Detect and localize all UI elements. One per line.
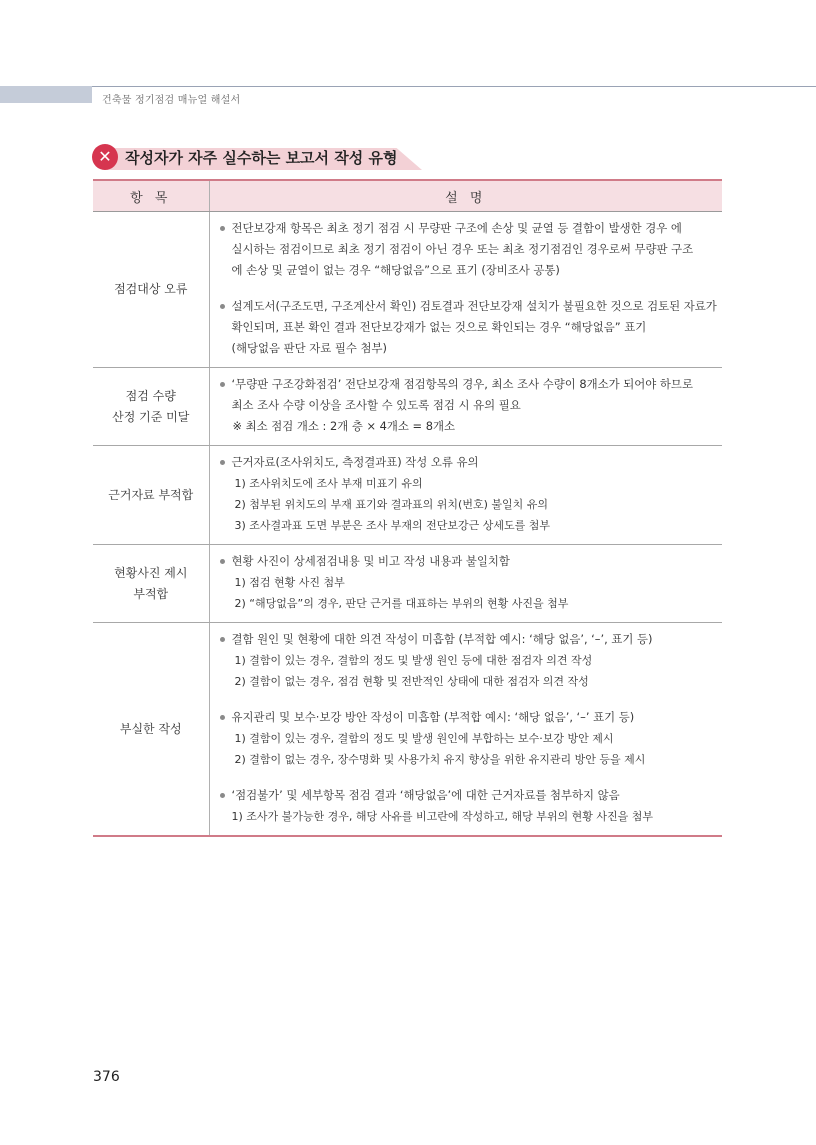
item-label: 현황사진 제시: [114, 565, 188, 580]
item-cell: [93, 212, 209, 368]
close-x-icon: ✕: [92, 144, 118, 170]
description-line: 3) 조사결과표 도면 부분은 조사 부재의 전단보강근 상세도를 첨부: [234, 519, 551, 532]
description-line: (해당없음 판단 자료 필수 첨부): [231, 341, 387, 355]
column-header-item: 항 목: [93, 180, 209, 212]
bullet-item: 결함 원인 및 현황에 대한 의견 작성이 미흡함 (부적합 예시: ‘해당 없음’, ‘–’, 표기 등): [218, 629, 719, 650]
description-cell: [209, 545, 722, 623]
table-row: [93, 368, 722, 446]
description-line: 실시하는 점검이므로 최초 정기 점검이 아닌 경우 또는 최초 정기점검인 경우로써 무량판 구조: [231, 242, 694, 256]
table-row: [93, 212, 722, 368]
bullet-item: 근거자료(조사위치도, 측정결과표) 작성 오류 유의: [218, 452, 719, 473]
item-cell: [93, 623, 209, 837]
bullet-item: 전단보강재 항목은 최초 정기 점검 시 무량판 구조에 손상 및 균열 등 결함이 발생한 경우 에: [218, 218, 719, 239]
description-line: 2) 결함이 없는 경우, 점검 현황 및 전반적인 상태에 대한 점검자 의견 작성: [234, 675, 589, 688]
table-row: [93, 545, 722, 623]
bullet-item: 현황 사진이 상세점검내용 및 비고 작성 내용과 불일치함: [218, 551, 719, 572]
table-body: [93, 212, 722, 837]
description-line: 최소 조사 수량 이상을 조사할 수 있도록 점검 시 유의 필요: [231, 398, 521, 412]
description-cell: [209, 368, 722, 446]
bullet-item: 설계도서(구조도면, 구조계산서 확인) 검토결과 전단보강재 설치가 불필요한 것으로 검토된 자료가: [218, 296, 719, 317]
item-label: 부적합: [133, 586, 169, 601]
description-line: 에 손상 및 균열이 없는 경우 “해당없음”으로 표기 (장비조사 공통): [231, 263, 560, 277]
item-label: 산정 기준 미달: [112, 409, 190, 424]
section-title: 작성자가 자주 실수하는 보고서 작성 유형: [125, 149, 398, 167]
bullet-item: 유지관리 및 보수·보강 방안 작성이 미흡함 (부적합 예시: ‘해당 없음’, ‘–’ 표기 등): [218, 707, 719, 728]
header-rule: [92, 86, 816, 87]
description-line: 2) 첨부된 위치도의 부재 표기와 결과표의 위치(번호) 불일치 유의: [234, 498, 548, 511]
item-label: 근거자료 부적합: [108, 487, 194, 502]
description-line: 2) 결함이 없는 경우, 장수명화 및 사용가치 유지 향상을 위한 유지관리 방안 등을 제시: [234, 753, 646, 766]
page-number: 376: [93, 1069, 120, 1085]
mistakes-table: [93, 179, 722, 837]
description-line: 1) 결함이 있는 경우, 결함의 정도 및 발생 원인 등에 대한 점검자 의견 작성: [234, 654, 593, 667]
description-line: 1) 조사위치도에 조사 부재 미표기 유의: [234, 477, 423, 490]
bullet-item: ‘점검불가’ 및 세부항목 점검 결과 ‘해당없음’에 대한 근거자료를 첨부하지 않음: [218, 785, 719, 806]
header-band: [0, 86, 92, 103]
item-label: 점검 수량: [125, 388, 176, 403]
running-header: 건축물 정기점검 매뉴얼 해설서: [102, 95, 241, 106]
description-line: 1) 조사가 불가능한 경우, 해당 사유를 비고란에 작성하고, 해당 부위의 현황 사진을 첨부: [231, 810, 654, 823]
description-cell: [209, 212, 722, 368]
description-line: 1) 결함이 있는 경우, 결함의 정도 및 발생 원인에 부합하는 보수·보강 방안 제시: [234, 732, 614, 745]
item-label: 부실한 작성: [119, 721, 182, 736]
item-cell: [93, 545, 209, 623]
description-cell: [209, 446, 722, 545]
description-line: 확인되며, 표본 확인 결과 전단보강재가 없는 것으로 확인되는 경우 “해당없음” 표기: [231, 320, 647, 334]
column-header-description: 설 명: [209, 180, 722, 212]
description-line: 2) “해당없음”의 경우, 판단 근거를 대표하는 부위의 현황 사진을 첨부: [234, 597, 569, 610]
table-row: [93, 446, 722, 545]
item-cell: [93, 446, 209, 545]
table-row: [93, 623, 722, 837]
description-line: 1) 점검 현황 사진 첨부: [234, 576, 345, 589]
bullet-item: ‘무량판 구조강화점검’ 전단보강재 점검항목의 경우, 최소 조사 수량이 8개소가 되어야 하므로: [218, 374, 719, 395]
description-cell: [209, 623, 722, 837]
item-label: 점검대상 오류: [114, 282, 188, 296]
item-cell: [93, 368, 209, 446]
table-header-row: [93, 180, 722, 212]
note-text: ※ 최소 점검 개소 : 2개 층 × 4개소 = 8개소: [232, 419, 455, 433]
